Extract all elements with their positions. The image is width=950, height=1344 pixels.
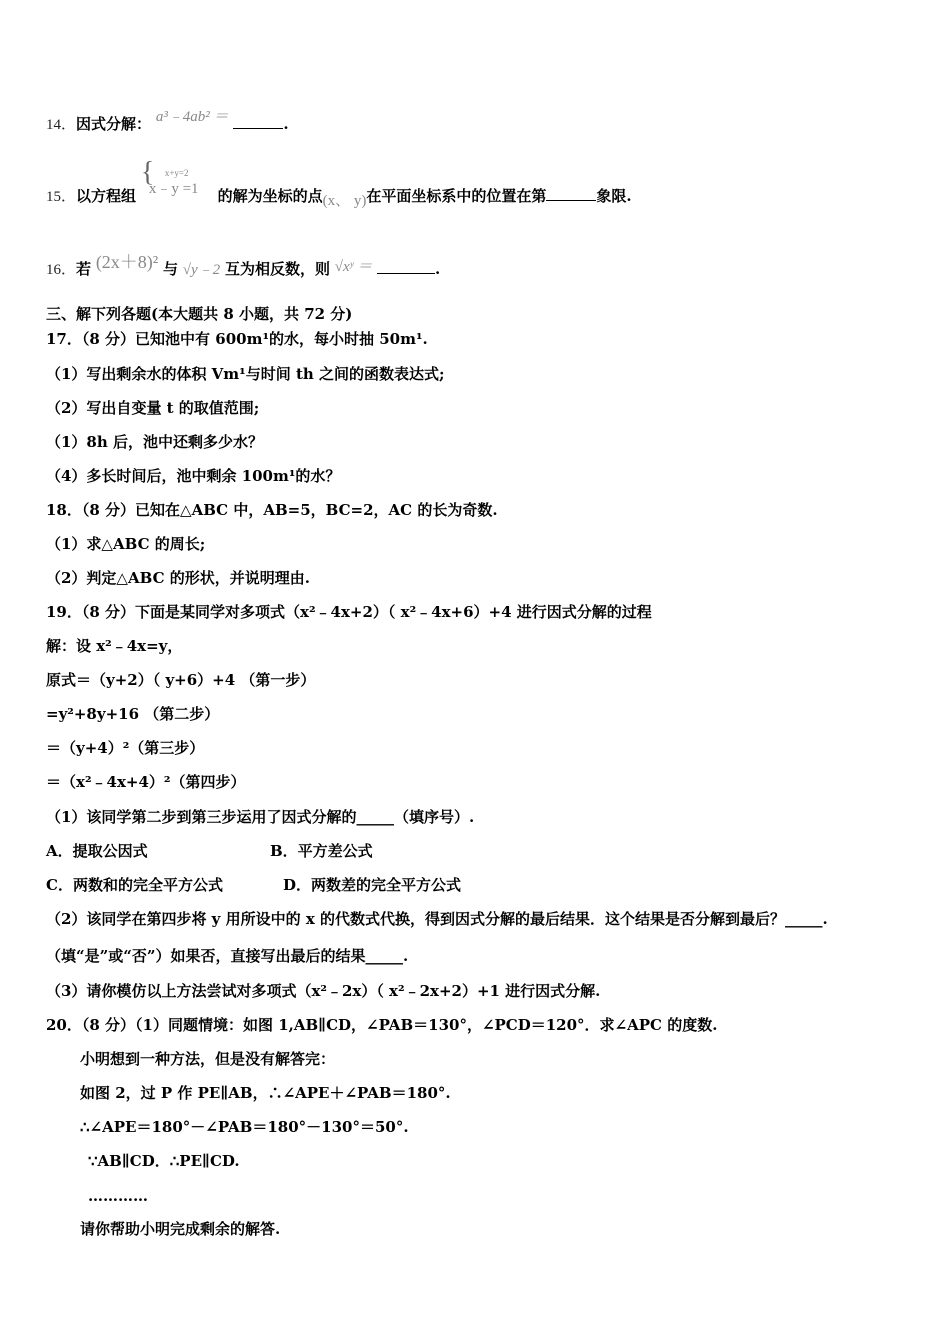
math-expression: (2x＋8)² (95, 252, 159, 272)
question-text: 的解为坐标的点 (217, 187, 323, 205)
question-number: 14． (46, 117, 77, 133)
question-20-line-6: 请你帮助小明完成剩余的解答. (80, 1220, 281, 1238)
question-18-head: 18．（8 分）已知在△ABC 中，AB=5，BC=2，AC 的长为奇数. (46, 501, 498, 519)
solution-line-4: ＝（y+4）²（第三步） (46, 739, 205, 757)
question-17-part-4: （4）多长时间后，池中剩余 100m¹的水？ (46, 467, 341, 485)
question-18-part-2: （2）判定△ABC 的形状，并说明理由. (46, 569, 310, 587)
period: . (435, 260, 441, 278)
equation-top: x+y=2 (164, 168, 189, 178)
brace-icon: { (140, 157, 155, 188)
question-19-head: 19．（8 分）下面是某同学对多项式（x²﹣4x+2）（ x²﹣4x+6）+4 进行因式分解的过程 (46, 603, 652, 621)
question-text: 因式分解： (76, 115, 152, 133)
option-c: C．两数和的完全平方公式 (46, 876, 223, 894)
solution-line-2: 原式＝（y+2）（ y+6）+4 （第一步） (46, 671, 316, 689)
math-expression: a³﹣4ab² ＝ (155, 109, 229, 125)
equation-bottom: x﹣y =1 (148, 181, 199, 197)
question-text: 以方程组 (76, 187, 137, 205)
question-text: 若 (76, 260, 92, 278)
question-text: 在平面坐标系中的位置在第 (366, 187, 547, 205)
point-expression: (x、 y) (322, 193, 367, 209)
question-20-line-3: ∴∠APE＝180°－∠PAB＝180°－130°＝50°. (80, 1118, 409, 1136)
answer-blank[interactable] (546, 186, 596, 201)
question-17-part-3: （1）8h 后，池中还剩多少水？ (46, 433, 264, 451)
question-16 (46, 252, 441, 280)
question-20-line-4: ∵AB∥CD．∴PE∥CD. (88, 1152, 240, 1170)
question-19-part-1: （1）该同学第二步到第三步运用了因式分解的_____（填序号）. (46, 808, 475, 826)
solution-line-5: ＝（x²﹣4x+4）²（第四步） (46, 773, 246, 791)
answer-blank[interactable] (377, 259, 435, 274)
question-15 (46, 157, 632, 209)
option-d: D．两数差的完全平方公式 (283, 876, 462, 894)
question-20-line-1: 小明想到一种方法，但是没有解答完： (80, 1050, 336, 1068)
answer-blank[interactable] (233, 114, 283, 129)
question-20-line-5: ………… (88, 1187, 148, 1205)
question-number: 16． (46, 262, 77, 278)
question-17-part-2: （2）写出自变量 t 的取值范围; (46, 399, 260, 417)
solution-line-3: =y²+8y+16 （第二步） (46, 705, 220, 723)
sqrt-expression: √y﹣2 (182, 262, 221, 278)
option-a: A．提取公因式 (46, 842, 148, 860)
question-17-head: 17．（8 分）已知池中有 600m¹的水，每小时抽 50m¹. (46, 330, 428, 348)
question-19-part-3: （3）请你模仿以上方法尝试对多项式（x²﹣2x）（ x²﹣2x+2）+1 进行因式分解. (46, 982, 601, 1000)
question-18-part-1: （1）求△ABC 的周长; (46, 535, 206, 553)
question-text: 象限. (596, 187, 632, 205)
question-19-part-2: （2）该同学在第四步将 y 用所设中的 x 的代数式代换，得到因式分解的最后结果．这个结果是否分解到最后？_____. (46, 910, 828, 928)
question-19-part-2b: （填“是”或“否”）如果否，直接写出最后的结果_____. (46, 947, 409, 965)
question-text: 与 (162, 260, 178, 278)
question-17-part-1: （1）写出剩余水的体积 Vm¹与时间 th 之间的函数表达式; (46, 365, 445, 383)
period: . (283, 115, 289, 133)
question-text: 互为相反数，则 (224, 260, 330, 278)
sqrt-expression: √xʸ ＝ (334, 259, 373, 275)
equation-system (140, 157, 213, 207)
section-heading: 三、解下列各题(本大题共 8 小题，共 72 分) (46, 305, 353, 323)
question-20-head: 20．（8 分）（1）同题情境：如图 1,AB∥CD，∠PAB＝130°，∠PCD＝120°．求∠APC 的度数. (46, 1016, 718, 1034)
question-14 (46, 109, 289, 135)
question-20-line-2: 如图 2，过 P 作 PE∥AB，∴∠APE＋∠PAB＝180°. (80, 1084, 451, 1102)
solution-line-1: 解：设 x²﹣4x=y， (46, 637, 183, 655)
question-number: 15． (46, 189, 77, 205)
option-b: B．平方差公式 (270, 842, 373, 860)
